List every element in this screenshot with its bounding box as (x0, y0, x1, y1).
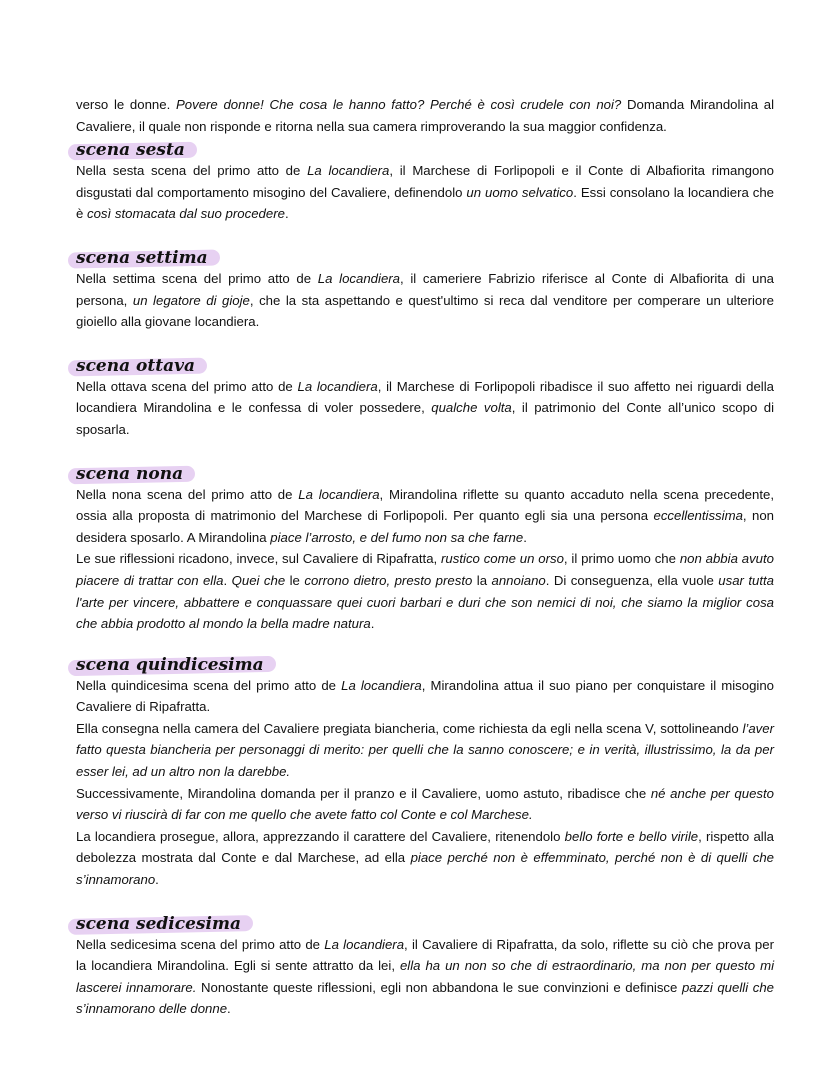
italic-quote: Povere donne! Che cosa le hanno fatto? Perché è così crudele con noi? (175, 97, 622, 112)
section-scena-settima (76, 248, 774, 333)
text-run: , non desidera sposarlo. A Mirandolina (76, 508, 774, 545)
text-run: . (223, 572, 232, 588)
text-run: Le sue riflessioni ricadono, invece, sul Cavaliere di Ripafratta, (76, 551, 442, 567)
italic-quote: La locandiera (298, 486, 380, 502)
text-run: Nella quindicesima scena del primo atto de (76, 677, 342, 693)
paragraph (76, 675, 774, 718)
section-heading: scena sedicesima (74, 914, 245, 934)
section-heading: scena sesta (74, 140, 189, 160)
italic-quote: pazzi quelli che s’innamorano delle donne (76, 979, 775, 1017)
italic-quote: La locandiera (341, 677, 422, 693)
text-run: la (472, 572, 492, 588)
section-scena-quindicesima (76, 655, 774, 891)
section-heading: scena settima (74, 248, 212, 268)
italic-quote: La locandiera (297, 378, 378, 394)
italic-quote: un legatore di gioje (132, 292, 250, 308)
text-run: , Mirandolina attua il suo piano per conquistare il misogino Cavaliere di Ripafratta. (76, 677, 775, 715)
italic-quote: annoiano (491, 572, 546, 588)
text-run: Ella consegna nella camera del Cavaliere pregiata biancheria, come richiesta da egli nella scena V, sottolineando (76, 720, 743, 736)
italic-quote: Quei che (231, 572, 286, 588)
italic-quote: né anche per questo verso vi riuscirà di far con me quello che avete fatto col Conte e col Marchese. (76, 785, 774, 823)
section-scena-nona (76, 464, 774, 635)
text-run: . Di conseguenza, ella vuole (545, 572, 719, 588)
paragraph (76, 376, 774, 441)
italic-quote: piace perché non è effemminato, perché non è di quelli che s’innamorano (76, 850, 775, 888)
italic-quote: non abbia avuto piacere di trattar con ella (76, 551, 774, 588)
text-run: , il Cavaliere di Ripafratta, da solo, riflette su ciò che prova per la locandiera Mirandolina. Egli si sente attratto da lei, (76, 936, 774, 974)
section-heading: scena ottava (74, 356, 199, 376)
italic-quote: La locandiera (317, 270, 401, 286)
paragraph (76, 484, 774, 549)
text-run: , il primo uomo che (563, 551, 680, 567)
paragraph (76, 268, 774, 333)
section-scena-sedicesima (76, 914, 774, 1020)
text-run: , Mirandolina riflette su quanto accaduto nella scena precedente, ossia alla proposta di matrimonio del Marchese di Forlipopoli. Per quanto egli sia una persona (76, 486, 774, 524)
italic-quote: piace l’arrosto, e del fumo non sa che farne (270, 529, 524, 545)
paragraph (76, 548, 774, 634)
text-run: . (227, 1001, 231, 1017)
section-scena-ottava (76, 356, 774, 441)
text-run: , il Marchese di Forlipopoli e il Conte di Albafiorita rimangono disgustati dal comportamento misogino del Cavaliere, definendolo (76, 163, 774, 200)
text-run: verso le donne. (76, 97, 176, 112)
text-run: , il cameriere Fabrizio riferisce al Conte di Albafiorita di una persona, (76, 270, 774, 308)
italic-quote: un uomo selvatico (466, 184, 574, 200)
italic-quote: bello forte e bello virile (564, 828, 699, 844)
section-heading: scena nona (74, 464, 187, 484)
text-run: Nella sedicesima scena del primo atto de (76, 936, 325, 952)
section-scena-sesta (76, 140, 774, 225)
section-heading: scena quindicesima (74, 655, 268, 675)
text-run: La locandiera prosegue, allora, apprezzando il carattere del Cavaliere, ritenendolo (76, 828, 565, 844)
italic-quote: ella ha un non so che di estraordinario, ma non per questo mi lascerei innamorare. (76, 958, 774, 995)
paragraph (76, 160, 774, 225)
italic-quote: qualche volta (431, 400, 512, 416)
text-run: le (285, 572, 305, 588)
text-run: Nella sesta scena del primo atto de (76, 163, 308, 179)
text-run: Nella nona scena del primo atto de (76, 486, 299, 502)
text-run: . Essi consolano la locandiera che è (76, 184, 774, 222)
paragraph (76, 718, 774, 783)
paragraph (76, 934, 774, 1020)
text-run: Nella ottava scena del primo atto de (76, 378, 298, 394)
text-run: Successivamente, Mirandolina domanda per il pranzo e il Cavaliere, uomo astuto, ribadisce che (76, 785, 651, 801)
text-run: . (370, 616, 375, 632)
text-run: . (284, 206, 289, 222)
text-run: Nonostante queste riflessioni, egli non abbandona le sue convinzioni e definisce (196, 979, 682, 995)
italic-quote: La locandiera (324, 936, 405, 952)
text-run: , che la sta aspettando e quest'ultimo si reca dal venditore per comperare un ulteriore gioiello alla giovane locandiera. (76, 292, 774, 330)
text-run: , il patrimonio del Conte all’unico scopo di sposarla. (76, 400, 775, 437)
text-run: , il Marchese di Forlipopoli ribadisce il suo affetto nei riguardi della locandiera Mirandolina e le confessa di voler possedere, (76, 378, 774, 416)
text-run: Nella settima scena del primo atto de (76, 270, 318, 286)
text-run: Domanda Mirandolina al Cavaliere, il quale non risponde e ritorna nella sua camera rimproverando la sua maggior confidenza. (76, 97, 774, 134)
italic-quote: usar tutta l'arte per vincere, abbattere e conquassare quei cuori barbari e duri che son nemici di noi, che siamo la miglior cosa che abbia prodotto al mondo la bella madre natura (76, 572, 775, 632)
italic-quote: l’aver fatto questa biancheria per personaggi di merito: per quelli che la sanno conoscere; e in verità, illustrissimo, la da per esser lei, ad un altro non la darebbe. (76, 720, 774, 780)
italic-quote: eccellentissima (653, 508, 743, 524)
text-run: , rispetto alla debolezza mostrata dal Conte e dal Marchese, ad ella (76, 828, 774, 866)
paragraph (76, 783, 774, 826)
paragraph (76, 826, 774, 891)
italic-quote: corrono dietro, presto presto (304, 572, 473, 588)
text-run: . (155, 872, 159, 888)
intro-paragraph (76, 94, 774, 137)
italic-quote: rustico come un orso (441, 551, 564, 567)
italic-quote: La locandiera (307, 163, 390, 179)
text-run: . (523, 529, 527, 545)
italic-quote: così stomacata dal suo procedere (87, 206, 285, 222)
